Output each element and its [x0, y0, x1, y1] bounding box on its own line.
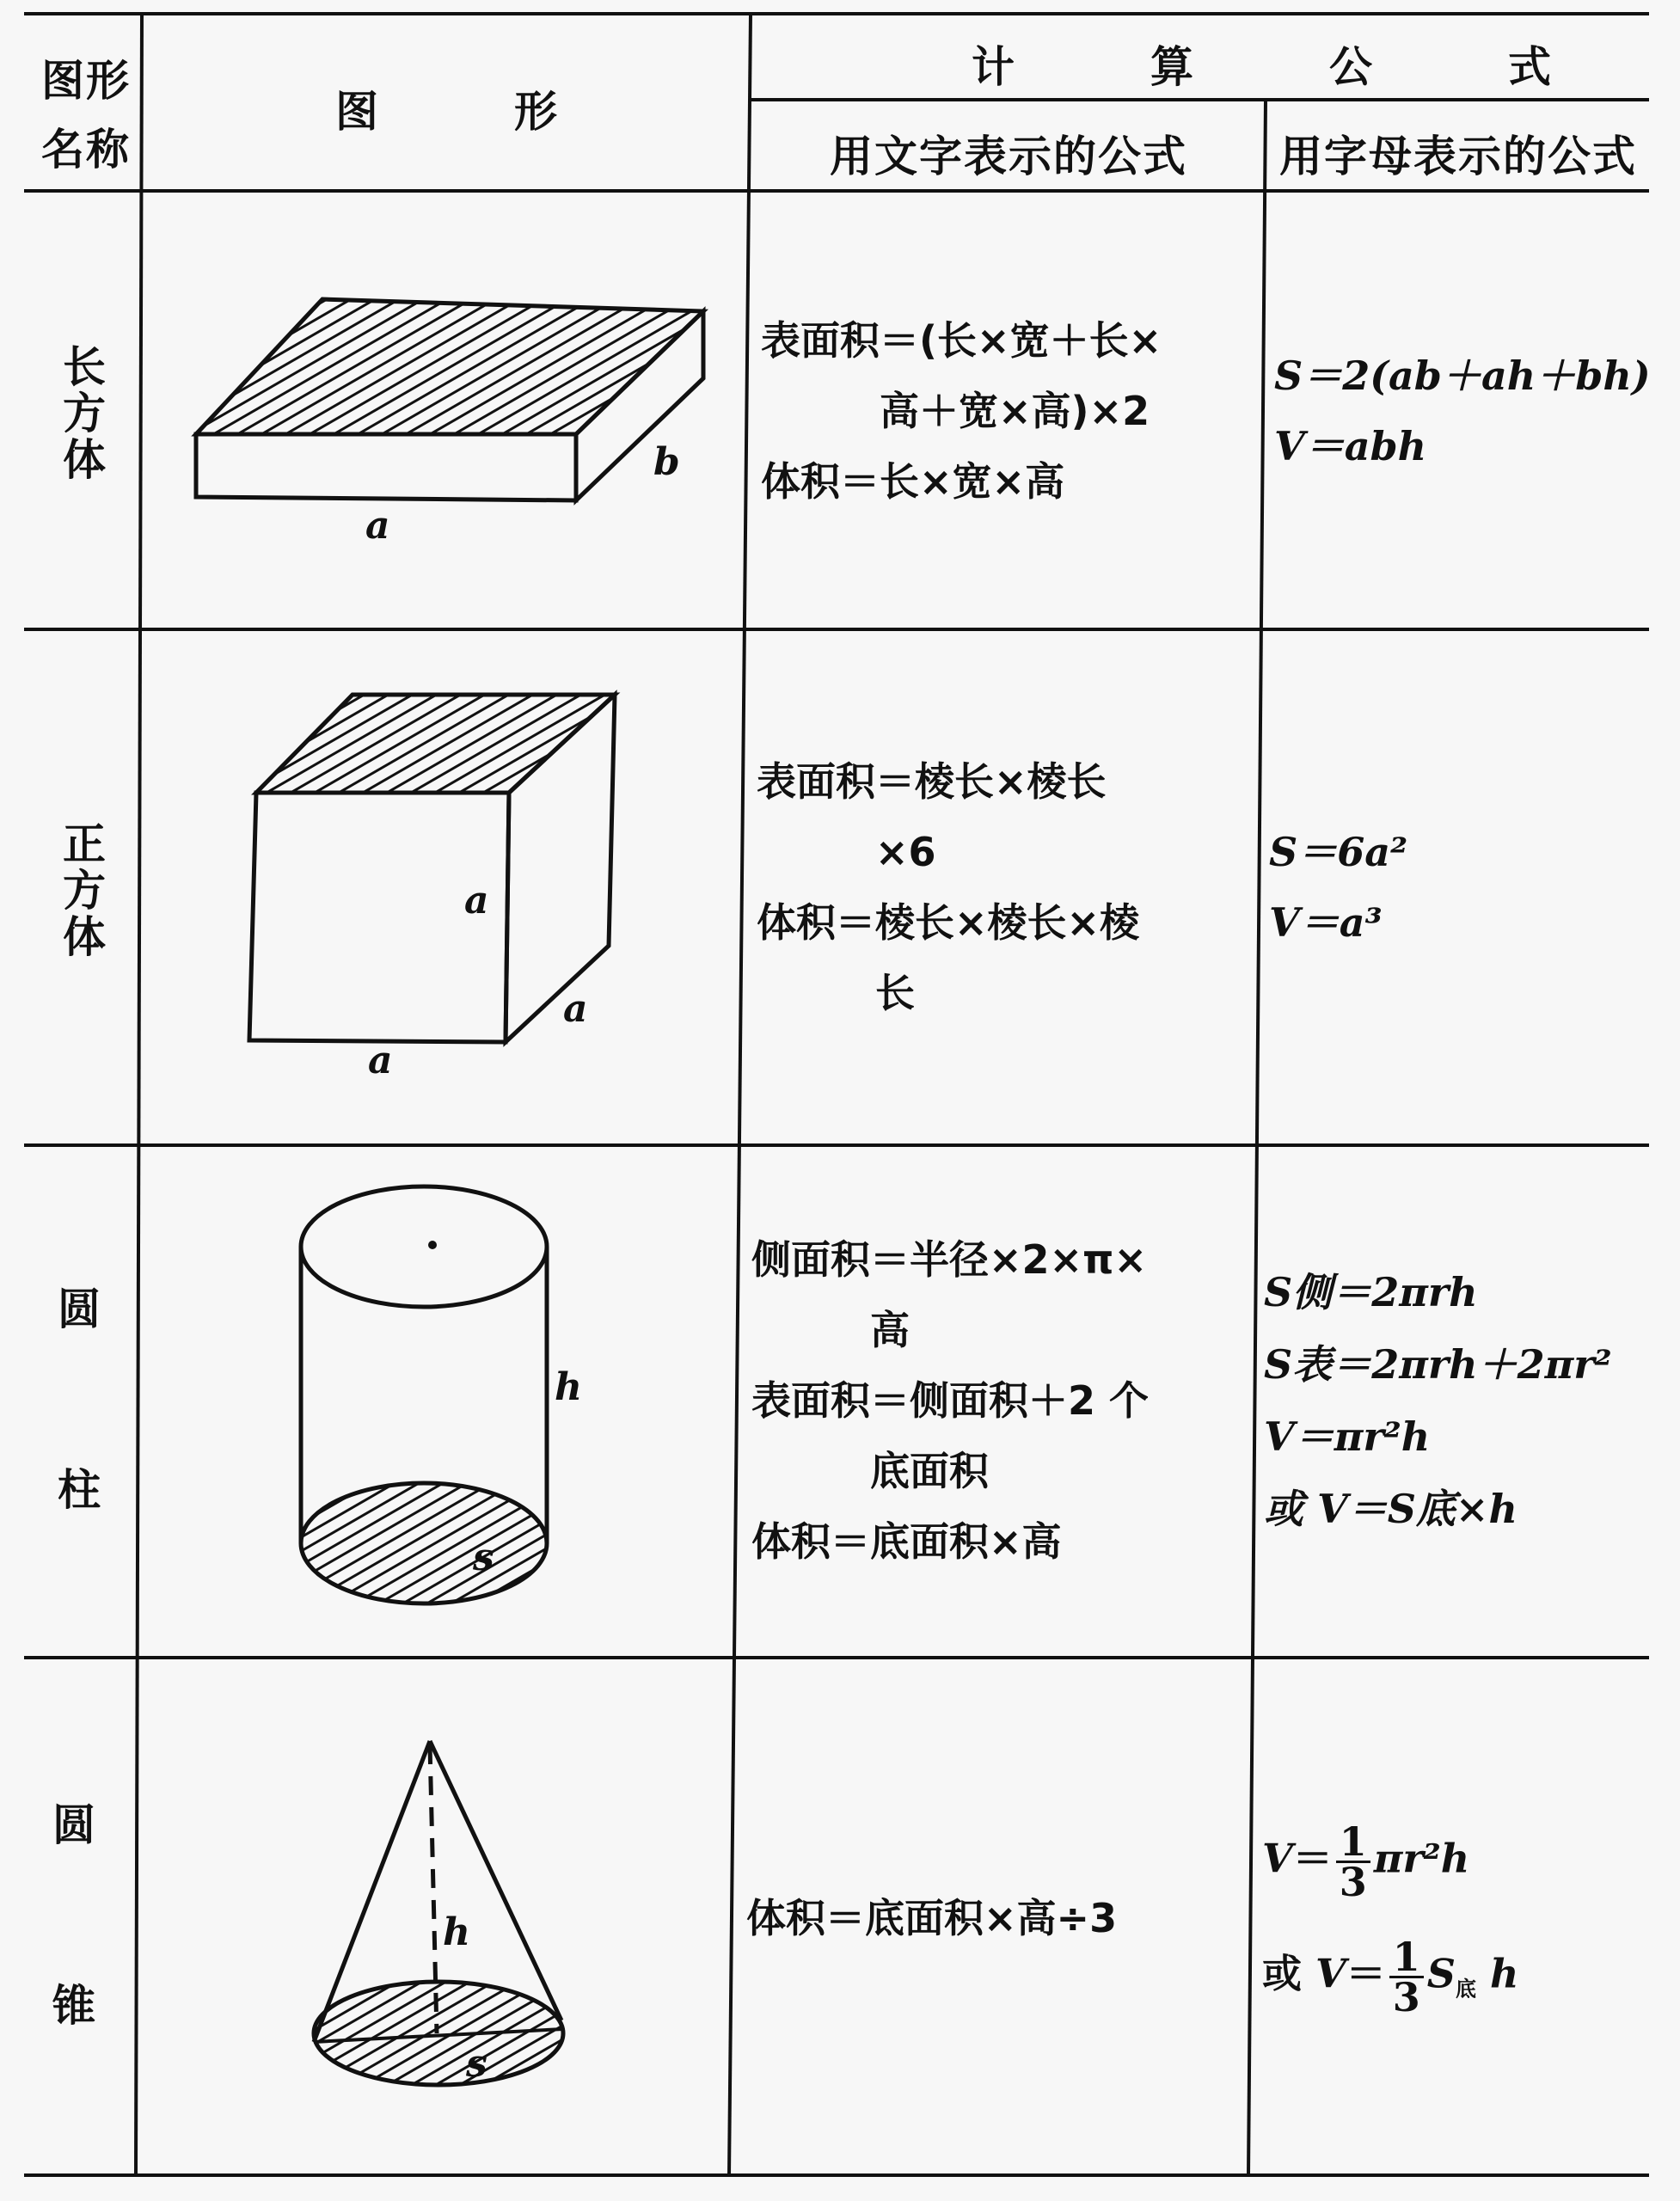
- cube-symbol-formula-1: S＝6a²: [1269, 829, 1408, 875]
- cuboid-symbol-formula-1: S＝2(ab＋ah＋bh): [1274, 353, 1651, 399]
- cube-label-front-a: a: [464, 879, 489, 923]
- cube-symbol-formula-2: V＝a³: [1269, 899, 1383, 946]
- header-symbol-formula: 用字母表示的公式: [1279, 132, 1637, 181]
- cylinder-label-s: s: [473, 1536, 494, 1579]
- cylinder-symbol-formula-3: V＝πr²h: [1264, 1413, 1431, 1460]
- cylinder-label-h: h: [555, 1365, 582, 1409]
- row-name-cube: 正方体: [63, 819, 106, 962]
- cube-text-formula-3: 体积＝棱长×棱长×棱: [757, 899, 1140, 946]
- row-name-cylinder-2: 柱: [58, 1465, 101, 1515]
- row-name-cuboid: 长方体: [63, 342, 106, 485]
- cylinder-text-formula-2: 高: [751, 1307, 910, 1353]
- cone-label-h: h: [443, 1910, 470, 1954]
- cylinder-text-formula-5: 体积＝底面积×高: [751, 1518, 1062, 1565]
- cuboid-text-formula-3: 体积＝长×宽×高: [761, 458, 1065, 505]
- cuboid-label-a: a: [365, 504, 390, 548]
- cuboid-label-b: b: [653, 440, 680, 484]
- cube-label-side-a: a: [563, 987, 588, 1031]
- cone-symbol-formula-2: 或 V＝ $\frac{1}{3}$ $S_底$ h: [1262, 1934, 1519, 2020]
- cylinder-text-formula-3: 表面积＝侧面积＋2 个: [751, 1377, 1150, 1424]
- cylinder-symbol-formula-2: S表＝2πrh＋2πr²: [1264, 1341, 1612, 1388]
- header-name-line2: 名称: [41, 125, 131, 175]
- row-name-cylinder-1: 圆: [58, 1284, 101, 1334]
- header-formula-group: 计 算 公 式: [972, 42, 1553, 92]
- row-name-cone-1: 圆: [52, 1800, 95, 1850]
- header-name-line1: 图形: [41, 56, 131, 106]
- cube-text-formula-2: ×6: [757, 829, 936, 875]
- cuboid-text-formula-2: 高＋宽×高)×2: [761, 388, 1150, 434]
- cube-label-bottom-a: a: [368, 1039, 393, 1082]
- cuboid-text-formula-1: 表面积＝(长×宽＋长×: [761, 317, 1162, 364]
- cube-text-formula-1: 表面积＝棱长×棱长: [757, 758, 1107, 805]
- row-name-cone-2: 锥: [52, 1981, 95, 2031]
- cone-text-formula-1: 体积＝底面积×高÷3: [746, 1895, 1118, 1941]
- cube-text-formula-4: 长: [757, 970, 915, 1016]
- header-text-formula: 用文字表示的公式: [830, 132, 1187, 181]
- cylinder-symbol-formula-4: 或 V＝S底×h: [1264, 1486, 1518, 1532]
- header-figure: 图 形: [335, 87, 559, 137]
- cylinder-symbol-formula-1: S侧＝2πrh: [1264, 1269, 1478, 1315]
- fraction-one-third: $\frac{1}{3}$: [1389, 1938, 1424, 2016]
- fraction-one-third: $\frac{1}{3}$: [1336, 1823, 1370, 1901]
- cone-label-s: s: [466, 2042, 487, 2086]
- cone-symbol-formula-1: V＝ $\frac{1}{3}$ πr²h: [1262, 1818, 1470, 1905]
- cuboid-symbol-formula-2: V＝abh: [1274, 423, 1427, 469]
- cylinder-text-formula-4: 底面积: [751, 1448, 989, 1494]
- cylinder-text-formula-1: 侧面积＝半径×2×π×: [751, 1236, 1148, 1283]
